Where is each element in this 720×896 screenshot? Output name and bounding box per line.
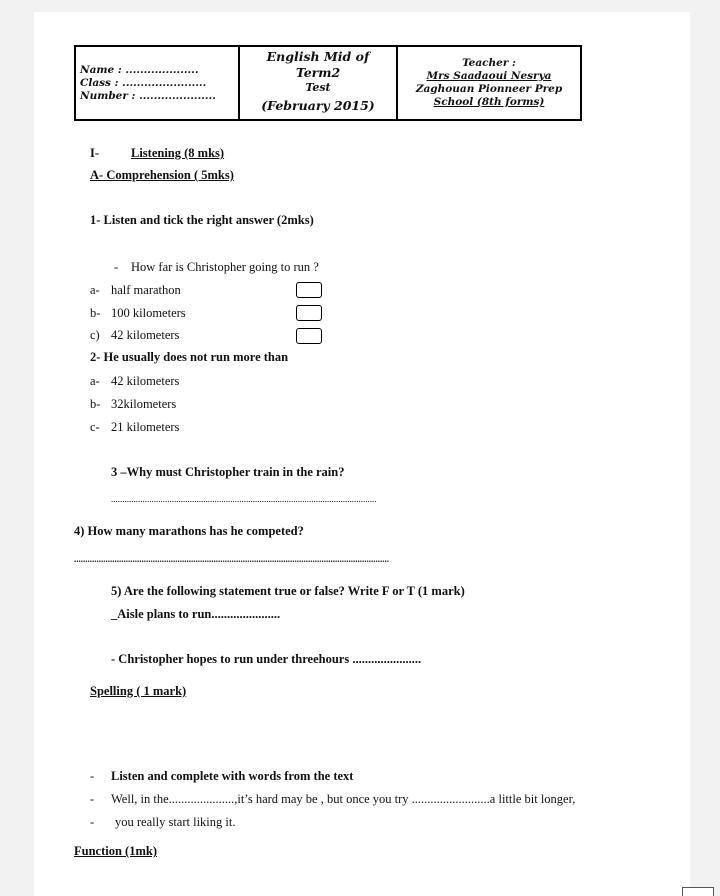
page-corner-mark — [682, 887, 714, 896]
complete-line-1: Well, in the.....................,it’s hard may be , but once you try .........................a little bit longer, — [111, 792, 576, 806]
statement-2: - Christopher hopes to run under threehours ...................... — [111, 652, 422, 666]
bullet-dash: - — [90, 815, 95, 829]
test-date: (February 2015) — [261, 98, 375, 113]
question-3-title: 3 –Why must Christopher train in the rain? — [111, 465, 345, 479]
number-field: Number : ..................... — [80, 89, 216, 102]
question-4-title: 4) How many marathons has he competed? — [74, 524, 304, 538]
test-subtitle: Test — [305, 81, 331, 94]
section-i-title: Listening (8 mks) — [131, 146, 225, 160]
answer-line[interactable]: ...................................................................................................................... — [111, 494, 377, 504]
school-name: Zaghouan Pionneer Prep — [415, 83, 563, 95]
option-text: 32kilometers — [111, 397, 177, 411]
option-text: 42 kilometers — [111, 374, 180, 388]
question-5-title: 5) Are the following statement true or false? Write F or T (1 mark) — [111, 584, 465, 598]
bullet-dash: - — [90, 792, 95, 806]
option-letter: b- — [90, 397, 101, 411]
student-info-cell — [75, 46, 239, 120]
option-letter: a- — [90, 374, 100, 388]
answer-checkbox[interactable] — [296, 282, 322, 298]
option-letter: c) — [90, 328, 100, 342]
option-text: 100 kilometers — [111, 306, 186, 320]
name-field: Name : .................... — [80, 63, 199, 76]
section-i-number: I- — [90, 146, 100, 160]
question-1-title: 1- Listen and tick the right answer (2mks) — [90, 213, 314, 227]
test-title: English Mid of Term2 — [266, 49, 370, 80]
option-letter: a- — [90, 283, 100, 297]
complete-line-2: you really start liking it. — [115, 815, 236, 829]
test-title-cell — [239, 46, 397, 120]
answer-checkbox[interactable] — [296, 305, 322, 321]
teacher-name: Mrs Saadaoui Nesrya — [426, 70, 552, 82]
function-title: Function (1mk) — [74, 844, 157, 858]
question-1-prompt: How far is Christopher going to run ? — [131, 260, 319, 274]
teacher-label: Teacher : — [462, 57, 516, 69]
option-text: half marathon — [111, 283, 181, 297]
answer-line[interactable]: ............................................................................................................................................ — [74, 554, 389, 564]
question-2-title: 2- He usually does not run more than — [90, 350, 289, 364]
answer-checkbox[interactable] — [296, 328, 322, 344]
section-a-title: A- Comprehension ( 5mks) — [90, 168, 234, 182]
option-text: 42 kilometers — [111, 328, 180, 342]
spelling-title: Spelling ( 1 mark) — [90, 684, 187, 698]
teacher-cell — [397, 46, 581, 120]
option-text: 21 kilometers — [111, 420, 180, 434]
header-table — [74, 45, 582, 121]
option-letter: c- — [90, 420, 100, 434]
bullet-dash: - — [90, 769, 95, 783]
worksheet-page — [34, 12, 690, 896]
bullet-dash: - — [114, 260, 119, 274]
class-field: Class : ....................... — [80, 76, 207, 89]
option-letter: b- — [90, 306, 101, 320]
school-forms: School (8th forms) — [433, 96, 545, 108]
complete-instruction: Listen and complete with words from the text — [111, 769, 354, 783]
statement-1: _Aisle plans to run...................... — [111, 607, 281, 621]
